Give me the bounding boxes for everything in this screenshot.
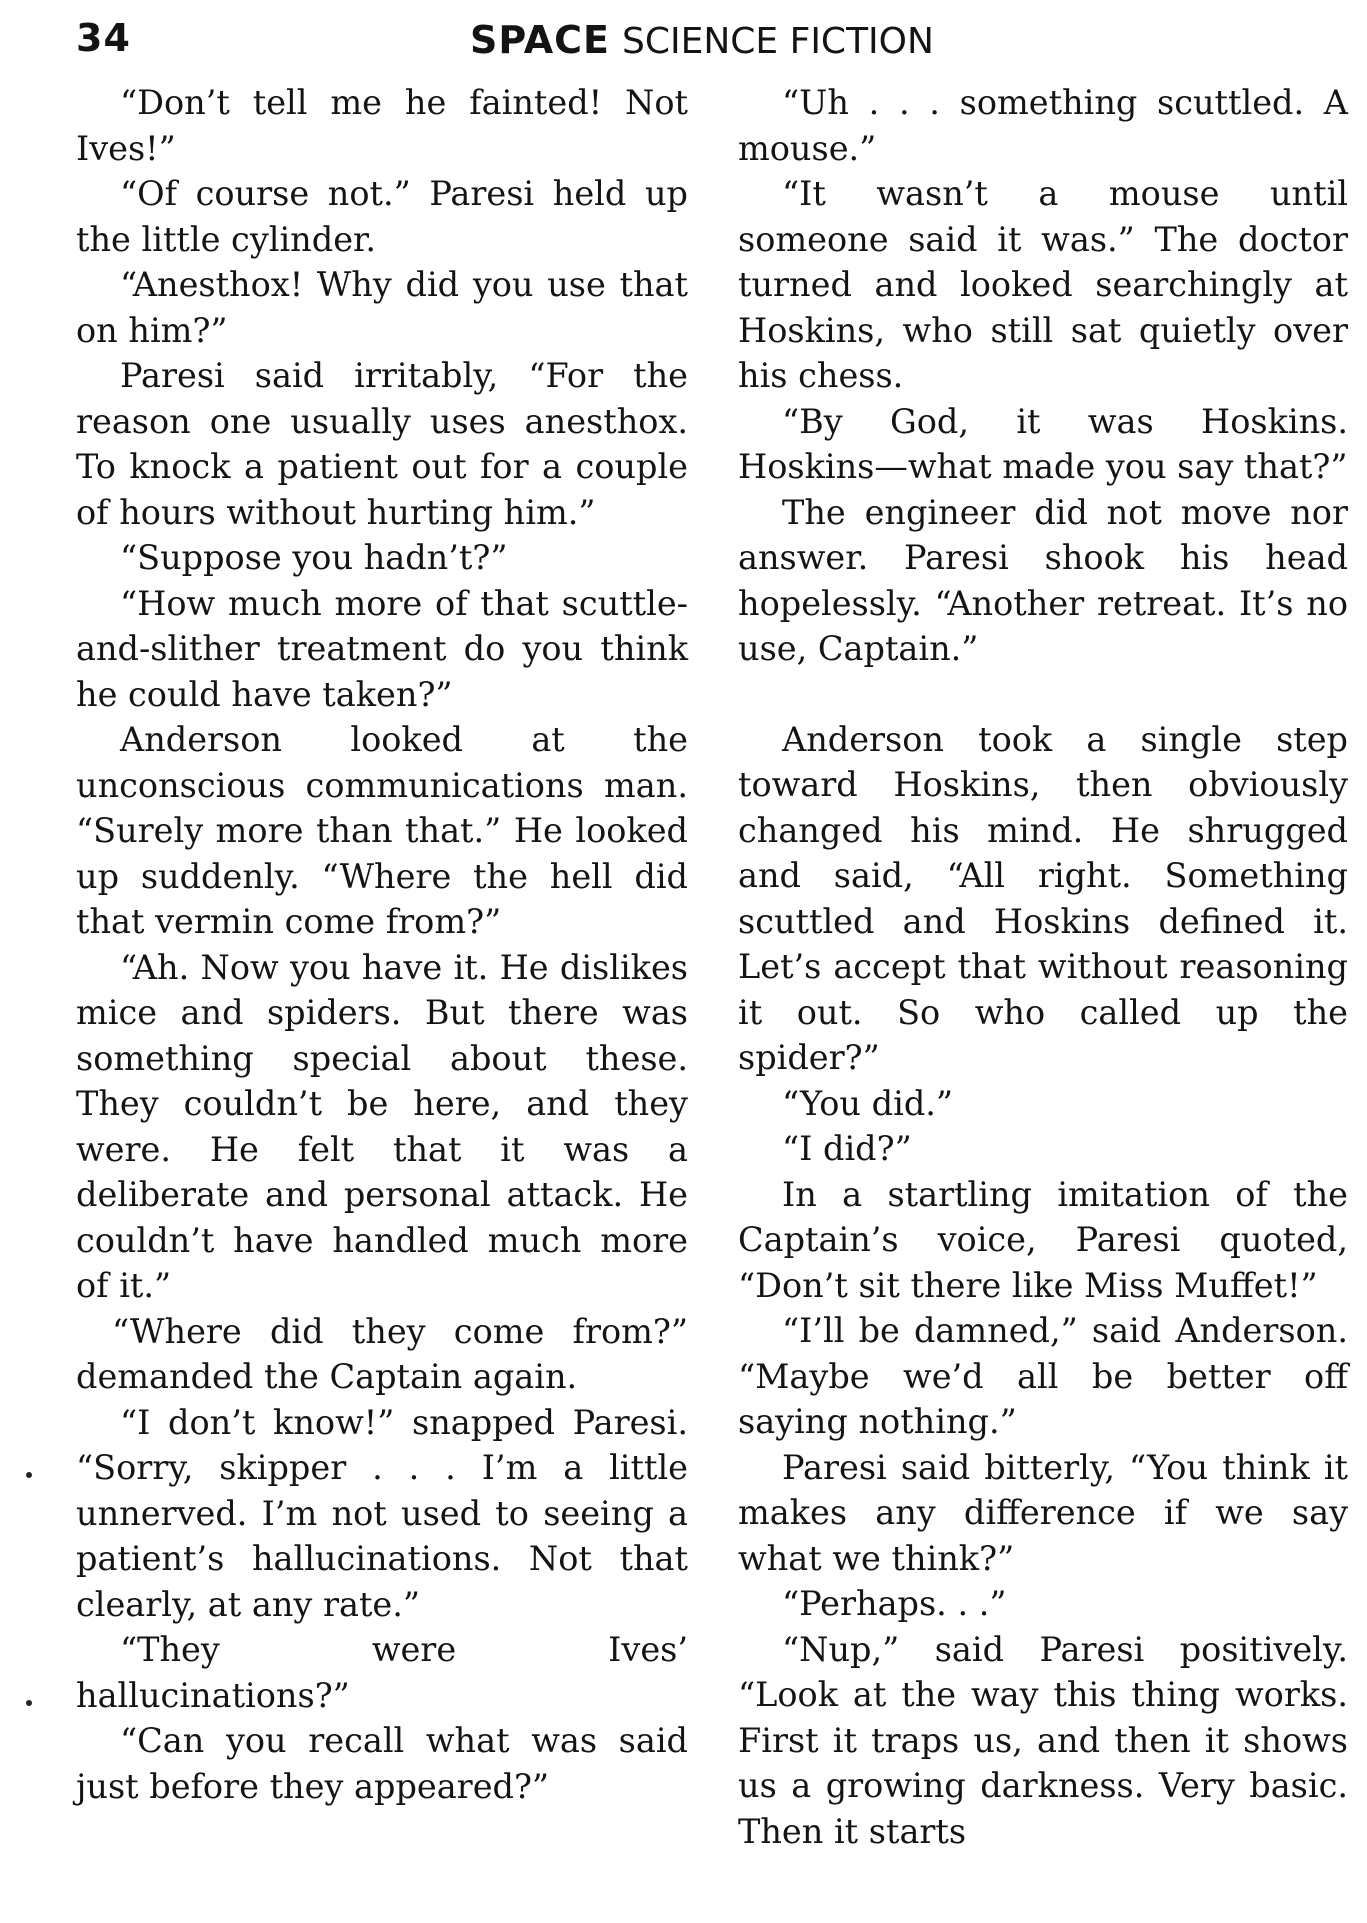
margin-mark: [26, 1700, 32, 1706]
paragraph: “Anesthox! Why did you use that on him?”: [76, 265, 688, 350]
paragraph: “Suppose you hadn’t?”: [120, 538, 508, 577]
paragraph: “Where did they come from?” demanded the Captain again.: [76, 1311, 688, 1396]
section-break: [738, 672, 1348, 717]
paragraph: “They were Ives’ hallucinations?”: [76, 1630, 688, 1715]
paragraph: The engineer did not move nor answer. Paresi shook his head hopelessly. “Another retreat. It’s no use, Captain.”: [738, 492, 1348, 668]
paragraph: “Of course not.” Paresi held up the little cylinder.: [76, 174, 688, 259]
paragraph: “You did.”: [782, 1083, 954, 1123]
running-header: [0, 14, 1367, 74]
margin-mark: [26, 1472, 32, 1478]
paragraph: “I’ll be damned,” said Anderson. “Maybe we’d all be better off saying nothing.”: [738, 1311, 1348, 1441]
paragraph: “Uh . . . something scuttled. A mouse.”: [738, 83, 1348, 168]
paragraph: “Perhaps. . .”: [782, 1584, 1007, 1623]
paragraph: “I don’t know!” snapped Paresi. “Sorry, skipper . . . I’m a little unnerved. I’m not used to seeing a patient’s hallucinations. Not that clearly, at any rate.”: [76, 1402, 688, 1624]
paragraph: Anderson took a single step toward Hoskins, then obviously changed his mind. He shrugged and said, “All right. Something scuttled and Hoskins defined it. Let’s accept that without reasoning it out. So who called up the spider?”: [738, 719, 1348, 1077]
left-column: [76, 80, 688, 1809]
paragraph: In a startling imitation of the Captain’s voice, Paresi quoted, “Don’t sit there like Miss Muffet!”: [738, 1174, 1348, 1305]
paragraph: “Ah. Now you have it. He dislikes mice and spiders. But there was something special about these. They couldn’t be here, and they were. He felt that it was a deliberate and personal attack. He couldn’t have handled much more of it.”: [76, 947, 688, 1305]
page-number: 34: [76, 16, 131, 60]
paragraph: “Nup,” said Paresi positively. “Look at the way this thing works. First it traps us, and then it shows us a growing darkness. Very basic. Then it starts: [738, 1629, 1348, 1851]
magazine-title-rest: SCIENCE FICTION: [622, 21, 934, 62]
paragraph: “By God, it was Hoskins. Hoskins—what made you say that?”: [738, 401, 1348, 486]
paragraph: “How much more of that scuttle-and-slither treatment do you think he could have taken?”: [76, 583, 688, 714]
paragraph: “Can you recall what was said just before they appeared?”: [76, 1721, 688, 1806]
right-column: [738, 80, 1348, 1854]
paragraph: Paresi said bitterly, “You think it makes any difference if we say what we think?”: [738, 1447, 1348, 1578]
paragraph: Paresi said irritably, “For the reason one usually uses anesthox. To knock a patient out for a couple of hours without hurting him.”: [76, 356, 688, 532]
paragraph: Anderson looked at the unconscious communications man. “Surely more than that.” He looked up suddenly. “Where the hell did that vermin come from?”: [76, 720, 688, 941]
magazine-title: [470, 18, 934, 62]
paragraph: “Don’t tell me he fainted! Not Ives!”: [76, 83, 688, 168]
magazine-brand: SPACE: [470, 18, 610, 62]
paragraph: “I did?”: [782, 1129, 912, 1168]
paragraph: “It wasn’t a mouse until someone said it was.” The doctor turned and looked searchingly at Hoskins, who still sat quietly over his chess.: [738, 174, 1348, 395]
